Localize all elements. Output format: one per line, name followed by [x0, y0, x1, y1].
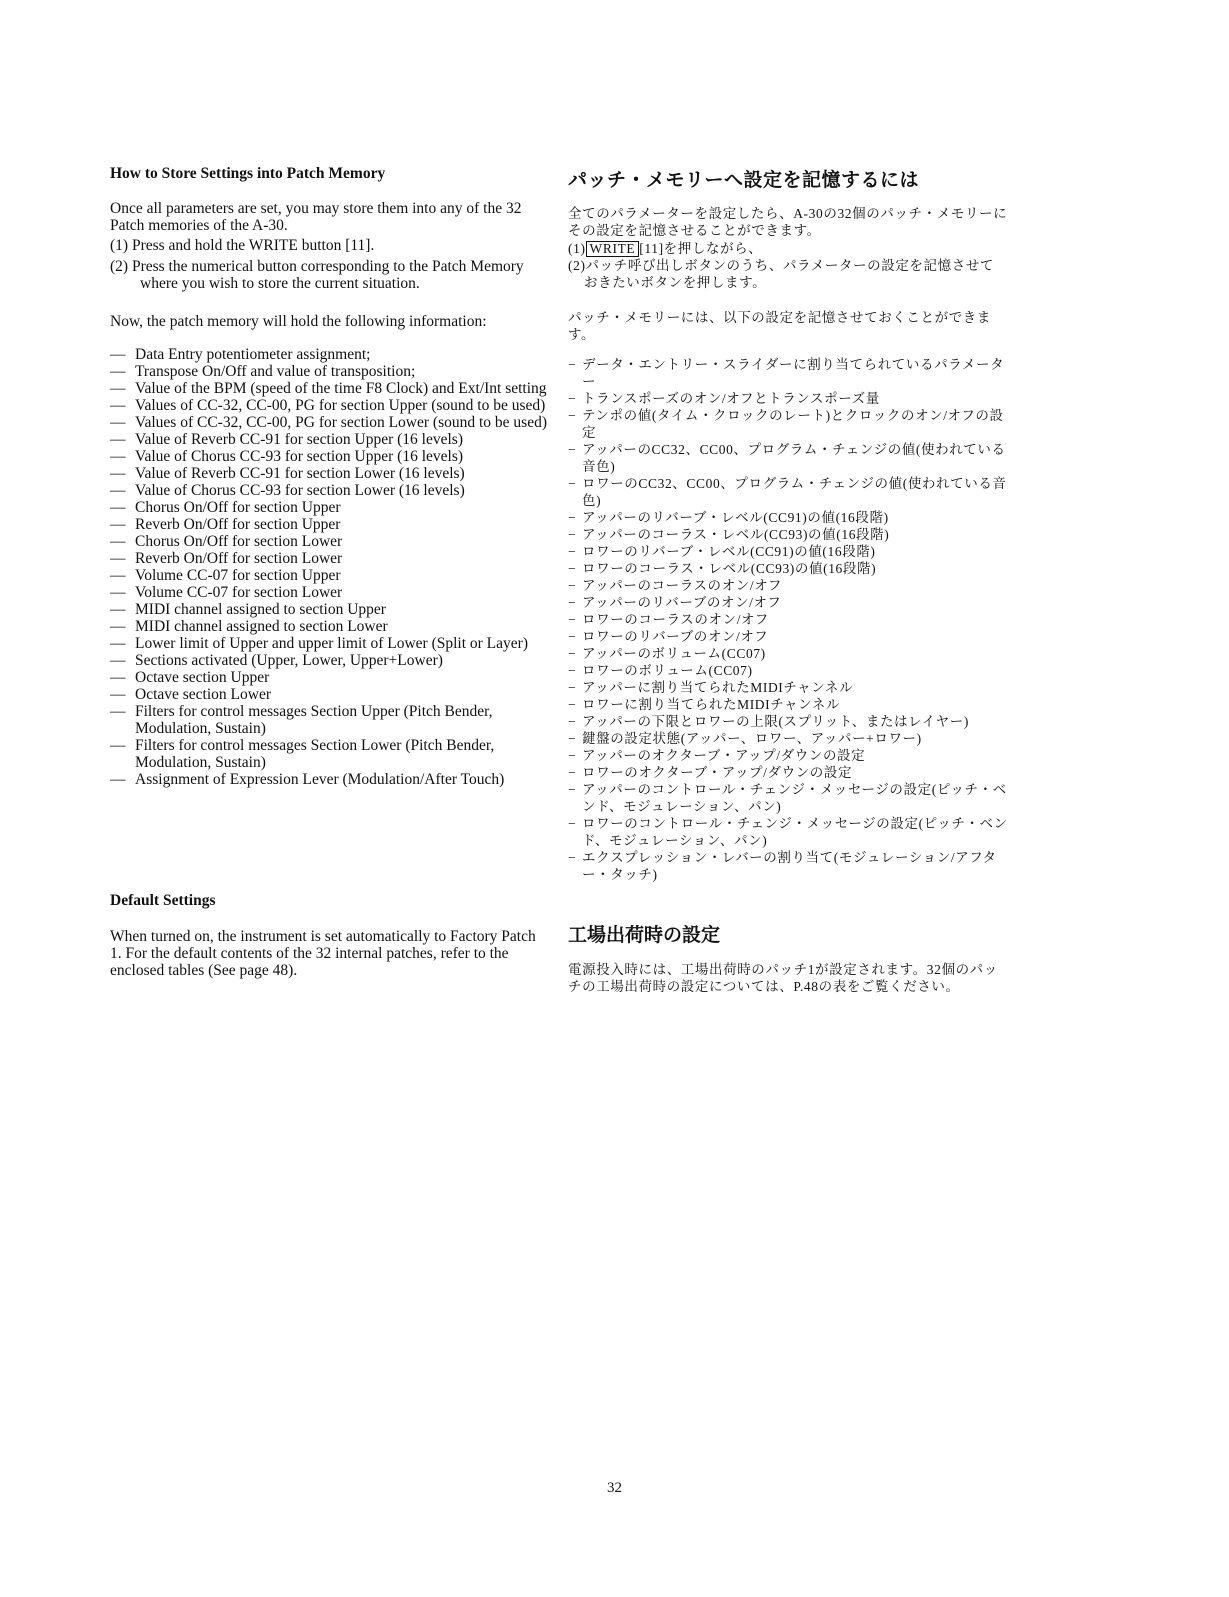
write-button-label: WRITE	[586, 241, 640, 257]
step-1: (1) Press and hold the WRITE button [11].	[110, 237, 375, 254]
intro-paragraph: Once all parameters are set, you may store them into any of the 32 Patch memories of the A-30.	[110, 200, 522, 234]
list-item: − アッパーのCC32、CC00、プログラム・チェンジの値(使われている音色)	[568, 441, 1008, 475]
list-item: − アッパーのボリューム(CC07)	[568, 645, 1008, 662]
list-item: − ロワーのCC32、CC00、プログラム・チェンジの値(使われている音色)	[568, 475, 1008, 509]
list-item: − アッパーのコーラス・レベル(CC93)の値(16段階)	[568, 526, 1008, 543]
step-1-prefix: (1)	[568, 241, 586, 256]
list-item: — Values of CC-32, CC-00, PG for section Upper (sound to be used)	[110, 397, 548, 414]
list-item: − アッパーのコーラスのオン/オフ	[568, 577, 1008, 594]
list-item: − ロワーのボリューム(CC07)	[568, 662, 1008, 679]
list-item: − データ・エントリー・スライダーに割り当てられているパラメーター	[568, 356, 1008, 390]
step-1-suffix: [11]を押しながら、	[639, 241, 763, 256]
list-item: — Value of Reverb CC-91 for section Lower (16 levels)	[110, 465, 548, 482]
list-item: − テンポの値(タイム・クロックのレート)とクロックのオン/オフの設定	[568, 407, 1008, 441]
list-item: − ロワーのコーラスのオン/オフ	[568, 611, 1008, 628]
list-item: — Value of Chorus CC-93 for section Lower (16 levels)	[110, 482, 548, 499]
list-item: — Chorus On/Off for section Lower	[110, 533, 548, 550]
list-item: — MIDI channel assigned to section Lower	[110, 618, 548, 635]
default-settings-paragraph-jp: 電源投入時には、工場出荷時のパッチ1が設定されます。32個のパッチの工場出荷時の設定については、P.48の表をご覧ください。	[568, 962, 998, 994]
steps-list-jp	[568, 240, 1008, 291]
list-item: — MIDI channel assigned to section Upper	[110, 601, 548, 618]
list-item: − アッパーのコントロール・チェンジ・メッセージの設定(ピッチ・ベンド、モジュレーション、パン)	[568, 781, 1008, 815]
step-2-jp: (2)パッチ呼び出しボタンのうち、パラメーターの設定を記憶させておきたいボタンを押します。	[568, 258, 995, 290]
memory-info-lead: Now, the patch memory will hold the following information:	[110, 313, 487, 330]
list-item: − アッパーの下限とロワーの上限(スプリット、またはレイヤー)	[568, 713, 1008, 730]
intro-paragraph-jp: 全てのパラメーターを設定したら、A-30の32個のパッチ・メモリーにその設定を記憶させることができます。	[568, 206, 1008, 238]
memory-items-list-jp	[568, 356, 1008, 883]
list-item: − エクスプレッション・レバーの割り当て(モジュレーション/アフター・タッチ)	[568, 849, 1008, 883]
list-item: − アッパーに割り当てられたMIDIチャンネル	[568, 679, 1008, 696]
list-item: — Reverb On/Off for section Upper	[110, 516, 548, 533]
list-item: − アッパーのリバーブのオン/オフ	[568, 594, 1008, 611]
list-item: − アッパーのリバーブ・レベル(CC91)の値(16段階)	[568, 509, 1008, 526]
list-item: — Volume CC-07 for section Lower	[110, 584, 548, 601]
list-item: — Value of the BPM (speed of the time F8 Clock) and Ext/Int setting	[110, 380, 548, 397]
list-item: − ロワーに割り当てられたMIDIチャンネル	[568, 696, 1008, 713]
default-settings-paragraph: When turned on, the instrument is set automatically to Factory Patch 1. For the default contents of the 32 internal patches, refer to the enclosed tables (See page 48).	[110, 928, 536, 979]
list-item: — Lower limit of Upper and upper limit of Lower (Split or Layer)	[110, 635, 548, 652]
list-item: — Data Entry potentiometer assignment;	[110, 346, 548, 363]
steps-list	[110, 237, 548, 296]
list-item: — Volume CC-07 for section Upper	[110, 567, 548, 584]
list-item: − トランスポーズのオン/オフとトランスポーズ量	[568, 390, 1008, 407]
list-item: — Octave section Lower	[110, 686, 548, 703]
memory-info-lead-jp: パッチ・メモリーには、以下の設定を記憶させておくことができます。	[568, 310, 991, 342]
list-item: − アッパーのオクターブ・アップ/ダウンの設定	[568, 747, 1008, 764]
default-settings-heading: Default Settings	[110, 892, 216, 909]
list-item: − ロワーのコントロール・チェンジ・メッセージの設定(ピッチ・ベンド、モジュレーション、パン)	[568, 815, 1008, 849]
list-item: — Value of Reverb CC-91 for section Upper (16 levels)	[110, 431, 548, 448]
step-1-jp	[568, 240, 1008, 257]
list-item: − ロワーのリバーブ・レベル(CC91)の値(16段階)	[568, 543, 1008, 560]
default-settings-heading-jp: 工場出荷時の設定	[568, 925, 721, 946]
section-heading-jp: パッチ・メモリーへ設定を記憶するには	[568, 170, 920, 191]
list-item: − 鍵盤の設定状態(アッパー、ロワー、アッパー+ロワー)	[568, 730, 1008, 747]
page-number: 32	[607, 1480, 622, 1496]
list-item: — Sections activated (Upper, Lower, Upper+Lower)	[110, 652, 548, 669]
section-heading: How to Store Settings into Patch Memory	[110, 165, 386, 182]
list-item: — Filters for control messages Section Upper (Pitch Bender, Modulation, Sustain)	[110, 703, 548, 737]
list-item: — Filters for control messages Section Lower (Pitch Bender, Modulation, Sustain)	[110, 737, 548, 771]
list-item: — Octave section Upper	[110, 669, 548, 686]
memory-items-list	[110, 346, 548, 788]
list-item: − ロワーのオクターブ・アップ/ダウンの設定	[568, 764, 1008, 781]
list-item: — Transpose On/Off and value of transposition;	[110, 363, 548, 380]
list-item: − ロワーのリバーブのオン/オフ	[568, 628, 1008, 645]
list-item: — Value of Chorus CC-93 for section Upper (16 levels)	[110, 448, 548, 465]
list-item: — Assignment of Expression Lever (Modulation/After Touch)	[110, 771, 548, 788]
list-item: — Values of CC-32, CC-00, PG for section Lower (sound to be used)	[110, 414, 548, 431]
list-item: — Chorus On/Off for section Upper	[110, 499, 548, 516]
step-2: (2) Press the numerical button corresponding to the Patch Memory where you wish to store the current situation.	[110, 258, 524, 292]
list-item: − ロワーのコーラス・レベル(CC93)の値(16段階)	[568, 560, 1008, 577]
list-item: — Reverb On/Off for section Lower	[110, 550, 548, 567]
